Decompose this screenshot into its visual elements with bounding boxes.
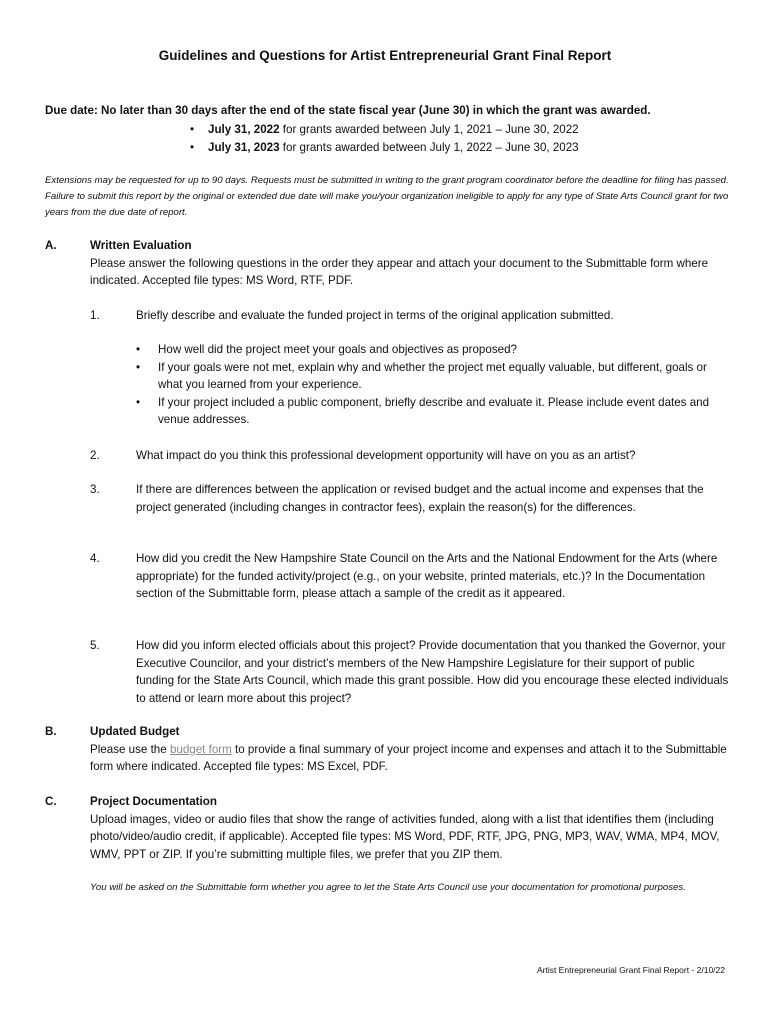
question-number: 2.	[90, 449, 100, 462]
due-date-item: • July 31, 2023 for grants awarded between July 1, 2022 – June 30, 2023	[190, 139, 579, 157]
section-a	[90, 237, 730, 290]
sub-question: • If your project included a public component, briefly describe and evaluate it. Please include event dates and venue addresses.	[136, 394, 730, 429]
question-number: 3.	[90, 483, 100, 496]
due-date-list	[190, 121, 579, 157]
question-text: How did you credit the New Hampshire State Council on the Arts and the National Endowment for the Arts (where appropriate) for the funded activity/project (e.g., on your website, printed materials, etc.)? In the Documentation section of the Submittable form, please attach a sample of the credit as it appeared.	[136, 552, 718, 600]
question-number: 5.	[90, 639, 100, 652]
sub-question: • If your goals were not met, explain why and whether the project met equally valuable, but different, goals or what you learned from your experience.	[136, 359, 730, 394]
question-text: If there are differences between the application or revised budget and the actual income and expenses that the project generated (including changes in contractor fees), explain the reason(s) for the differences.	[136, 483, 704, 514]
question-1-sub-list	[136, 341, 730, 429]
section-c-letter: C.	[45, 795, 57, 808]
section-c	[90, 793, 730, 863]
due-date-heading: Due date: No later than 30 days after the end of the state fiscal year (June 30) in which the grant was awarded.	[45, 104, 651, 117]
section-c-heading: Project Documentation	[90, 795, 217, 808]
question-number: 4.	[90, 552, 100, 565]
section-a-heading: Written Evaluation	[90, 239, 192, 252]
section-a-letter: A.	[45, 239, 57, 252]
sub-question: • How well did the project meet your goals and objectives as proposed?	[136, 341, 730, 359]
extensions-note: Extensions may be requested for up to 90 days. Requests must be submitted in writing to the grant program coordinator before the deadline for filing has passed. Failure to submit this report by the original or extended due date will make you/your organization ineligible to apply for any type of State Arts Council grant for two years from the due date of report.	[45, 175, 729, 218]
due-date-item: • July 31, 2022 for grants awarded between July 1, 2021 – June 30, 2022	[190, 121, 579, 139]
section-c-body: Upload images, video or audio files that show the range of activities funded, along with a list that identifies them (including photo/video/audio credit, if applicable). Accepted file types: MS Word, PDF, RTF, JPG, PNG, MP3, WAV, WMA, MP4, MOV, WMV, PPT or ZIP. If you’re submitting multiple files, we prefer that you ZIP them.	[90, 812, 720, 861]
question-text: Briefly describe and evaluate the funded project in terms of the original application submitted.	[136, 309, 614, 322]
section-b-letter: B.	[45, 725, 57, 738]
page-footer: Artist Entrepreneurial Grant Final Report - 2/10/22	[536, 965, 725, 975]
section-b	[90, 723, 730, 776]
budget-form-link[interactable]: budget form	[169, 742, 232, 756]
section-a-body: Please answer the following questions in the order they appear and attach your document to the Submittable form where indicated. Accepted file types: MS Word, RTF, PDF.	[90, 256, 709, 287]
question-text: What impact do you think this professional development opportunity will have on you as an artist?	[136, 449, 636, 462]
section-b-heading: Updated Budget	[90, 725, 180, 738]
promotional-use-note: You will be asked on the Submittable form whether you agree to let the State Arts Council use your documentation for promotional purposes.	[90, 882, 686, 893]
question-text: How did you inform elected officials about this project? Provide documentation that you thanked the Governor, your Executive Councilor, and your district’s members of the New Hampshire Legislature for their support of public funding for the State Arts Council, which made this grant possible. How did you encourage these elected individuals to attend or learn more about this project?	[136, 639, 729, 705]
section-b-body: Please use the budget form to provide a final summary of your project income and expenses and attach it to the Submittable form where indicated. Accepted file types: MS Excel, PDF.	[90, 742, 727, 773]
question-number: 1.	[90, 309, 100, 322]
page-title: Guidelines and Questions for Artist Entrepreneurial Grant Final Report	[158, 48, 612, 63]
